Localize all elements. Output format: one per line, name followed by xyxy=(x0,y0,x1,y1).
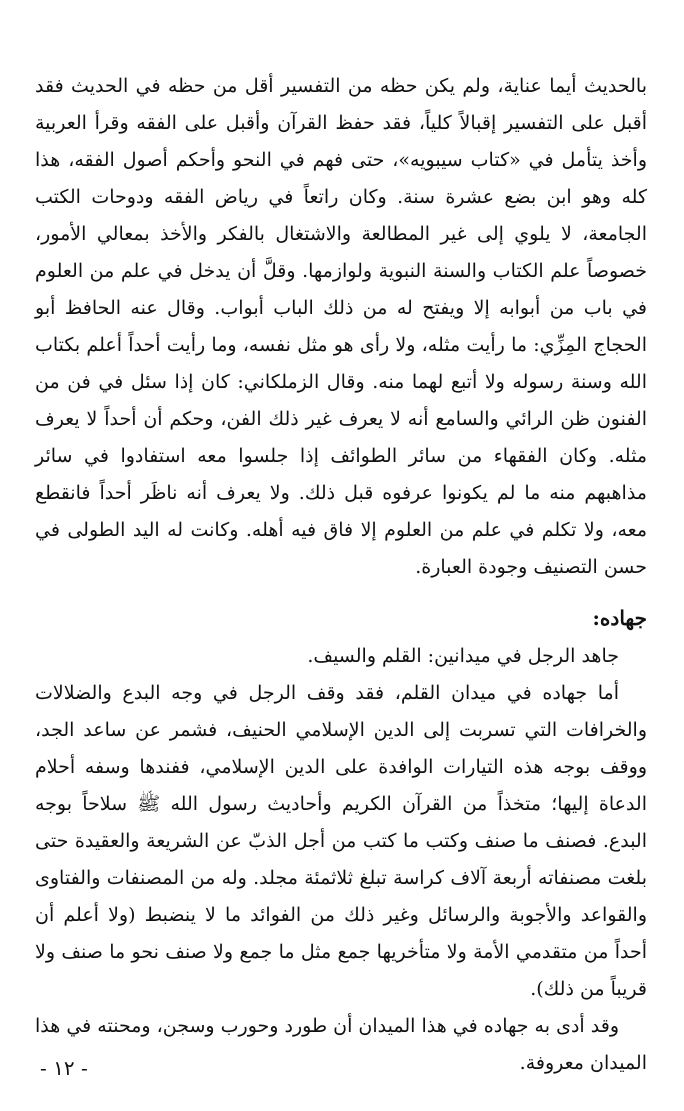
page-body xyxy=(35,68,647,1082)
page-number: - ١٢ - xyxy=(40,1056,88,1080)
section-paragraph-1: جاهد الرجل في ميدانين: القلم والسيف. xyxy=(307,645,619,667)
section-heading: جهاده: xyxy=(592,606,647,630)
section-paragraph-2: أما جهاده في ميدان القلم، فقد وقف الرجل في وجه البدع والضلالات والخرافات التي تسربت إلى الدين الإسلامي الحنيف، فشمر عن ساعد الجد، ووقف بوجه هذه التيارات الوافدة على الدين الإسلامي، ففندها وسفه أحلام الدعاة إليها؛ متخذاً من القرآن الكريم وأحاديث رسول الله ﷺ سلاحاً بوجه البدع. فصنف ما صنف وكتب ما كتب من أجل الذبّ عن الشريعة والعقيدة حتى بلغت مصنفاته أربعة آلاف كراسة تبلغ ثلاثمئة مجلد. وله من المصنفات والفتاوى والقواعد والأجوبة والرسائل وغير ذلك من الفوائد ما لا ينضبط (ولا أعلم أن أحداً من متقدمي الأمة ولا متأخريها جمع مثل ما جمع ولا صنف نحو ما صنف ولا قريباً من ذلك). xyxy=(35,682,647,1000)
section-paragraph-3: وقد أدى به جهاده في هذا الميدان أن طورد وحورب وسجن، ومحنته في هذا الميدان معروفة. xyxy=(35,1015,647,1074)
intro-paragraph: بالحديث أيما عناية، ولم يكن حظه من التفسير أقل من حظه في الحديث فقد أقبل على التفسير إقبالاً كلياً، فقد حفظ القرآن وأقبل على الفقه وقرأ العربية وأخذ يتأمل في «كتاب سيبويه»، حتى فهم في النحو وأحكم أصول الفقه، هذا كله وهو ابن بضع عشرة سنة. وكان راتعاً في رياض الفقه ودوحات الكتب الجامعة، لا يلوي إلى غير المطالعة والاشتغال بالفكر والأخذ بمعالي الأمور، خصوصاً علم الكتاب والسنة النبوية ولوازمها. وقلَّ أن يدخل في علم من العلوم في باب من أبوابه إلا ويفتح له من ذلك الباب أبواب. وقال عنه الحافظ أبو الحجاج المِزِّي: ما رأيت مثله، ولا رأى هو مثل نفسه، وما رأيت أحداً أعلم بكتاب الله وسنة رسوله ولا أتبع لهما منه. وقال الزملكاني: كان إذا سئل في فن من الفنون ظن الرائي والسامع أنه لا يعرف غير ذلك الفن، وحكم أن أحداً لا يعرف مثله. وكان الفقهاء من سائر الطوائف إذا جلسوا معه استفادوا في سائر مذاهبهم منه ما لم يكونوا عرفوه قبل ذلك. ولا يعرف أنه ناظَر أحداً فانقطع معه، ولا تكلم في علم من العلوم إلا فاق فيه أهله. وكانت له اليد الطولى في حسن التصنيف وجودة العبارة. xyxy=(35,75,647,578)
